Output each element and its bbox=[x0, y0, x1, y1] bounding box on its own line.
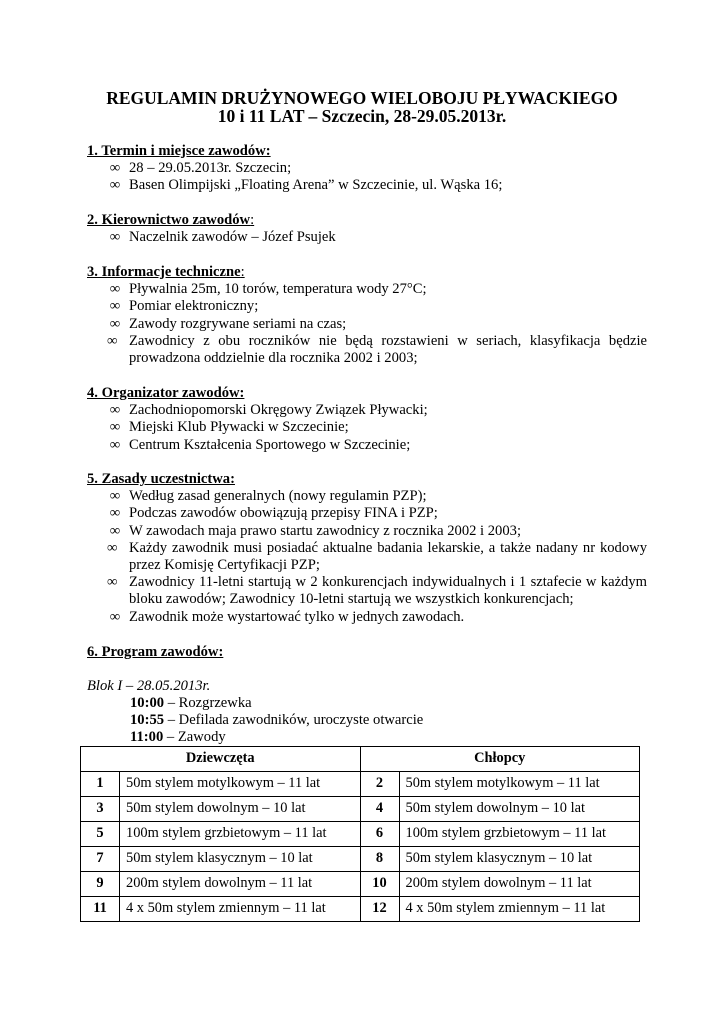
list-item: ∞ 28 – 29.05.2013r. Szczecin; bbox=[87, 160, 647, 177]
infinity-bullet-icon: ∞ bbox=[109, 419, 121, 436]
event-number: 8 bbox=[360, 847, 399, 872]
program-table bbox=[80, 746, 640, 922]
infinity-bullet-icon: ∞ bbox=[107, 539, 118, 556]
section-heading: 2. Kierownictwo zawodów bbox=[87, 212, 251, 228]
section-heading: 1. Termin i miejsce zawodów: bbox=[87, 143, 271, 159]
event-name: 200m stylem dowolnym – 11 lat bbox=[120, 872, 361, 897]
event-name: 50m stylem klasycznym – 10 lat bbox=[120, 847, 361, 872]
schedule-time: 11:00 bbox=[130, 729, 164, 745]
event-number: 7 bbox=[81, 847, 120, 872]
table-row bbox=[81, 797, 640, 822]
list-item: ∞ W zawodach maja prawo startu zawodnicy z rocznika 2002 i 2003; bbox=[87, 523, 647, 540]
list-item: ∞ Zachodniopomorski Okręgowy Związek Pływacki; bbox=[87, 402, 647, 419]
section-heading: 6. Program zawodów: bbox=[87, 644, 224, 660]
list-item: ∞ Pływalnia 25m, 10 torów, temperatura wody 27°C; bbox=[87, 281, 647, 298]
list-item: ∞ Każdy zawodnik musi posiadać aktualne badania lekarskie, a także nadany nr kodowy przez Komisję Certyfikacji PZP; bbox=[107, 539, 647, 574]
schedule-item: 11:00 – Zawody bbox=[130, 729, 226, 745]
event-name: 100m stylem grzbietowym – 11 lat bbox=[120, 822, 361, 847]
section-heading: 3. Informacje techniczne bbox=[87, 264, 241, 280]
infinity-bullet-icon: ∞ bbox=[109, 488, 121, 505]
section-heading: 4. Organizator zawodów: bbox=[87, 385, 245, 401]
list-item: ∞ Pomiar elektroniczny; bbox=[87, 298, 647, 315]
infinity-bullet-icon: ∞ bbox=[109, 608, 121, 625]
event-number: 1 bbox=[81, 772, 120, 797]
event-number: 6 bbox=[360, 822, 399, 847]
column-header-girls: Dziewczęta bbox=[81, 747, 361, 772]
infinity-bullet-icon: ∞ bbox=[107, 332, 118, 349]
infinity-bullet-icon: ∞ bbox=[109, 315, 121, 332]
event-name: 50m stylem motylkowym – 11 lat bbox=[399, 772, 640, 797]
column-header-boys: Chłopcy bbox=[360, 747, 640, 772]
event-name: 50m stylem dowolnym – 10 lat bbox=[120, 797, 361, 822]
event-name: 4 x 50m stylem zmiennym – 11 lat bbox=[120, 897, 361, 922]
bullet-list bbox=[87, 281, 647, 367]
event-number: 2 bbox=[360, 772, 399, 797]
block-label: Blok I – 28.05.2013r. bbox=[87, 678, 211, 694]
infinity-bullet-icon: ∞ bbox=[109, 402, 121, 419]
list-item: ∞ Zawodnik może wystartować tylko w jednych zawodach. bbox=[87, 609, 647, 626]
schedule-time: 10:55 bbox=[130, 712, 165, 728]
list-item: ∞ Naczelnik zawodów – Józef Psujek bbox=[87, 229, 647, 246]
infinity-bullet-icon: ∞ bbox=[109, 436, 121, 453]
infinity-bullet-icon: ∞ bbox=[109, 229, 121, 246]
section-heading: 5. Zasady uczestnictwa: bbox=[87, 471, 235, 487]
event-number: 12 bbox=[360, 897, 399, 922]
document-subtitle: 10 i 11 LAT – Szczecin, 28-29.05.2013r. bbox=[217, 106, 507, 126]
table-row bbox=[81, 872, 640, 897]
list-item: ∞ Podczas zawodów obowiązują przepisy FINA i PZP; bbox=[87, 505, 647, 522]
event-number: 9 bbox=[81, 872, 120, 897]
schedule-time: 10:00 bbox=[130, 695, 165, 711]
event-name: 50m stylem motylkowym – 11 lat bbox=[120, 772, 361, 797]
bullet-list bbox=[87, 160, 647, 194]
section-zasady bbox=[87, 471, 647, 626]
section-informacje: 3. Informacje techniczne: ∞ Pływalnia 25m, 10 torów, temperatura wody 27°C; ∞ Pomiar elektroniczny; ∞ Zawody rozgrywane seriami na czas; ∞ Zawodnicy z obu roczników nie będą rozstawieni w seriach, klasyfikacja będzie prowadzona oddzielnie dla rocznika 2002 i 2003; bbox=[87, 264, 647, 367]
event-name: 50m stylem dowolnym – 10 lat bbox=[399, 797, 640, 822]
section-kierownictwo: 2. Kierownictwo zawodów: ∞ Naczelnik zawodów – Józef Psujek bbox=[87, 212, 647, 246]
table-row bbox=[81, 847, 640, 872]
list-item: ∞ Zawodnicy 11-letni startują w 2 konkurencjach indywidualnych i 1 sztafecie w każdym bloku zawodów; Zawodnicy 10-letni startują we wszystkich konkurencjach; bbox=[107, 574, 647, 608]
bullet-list bbox=[87, 402, 647, 454]
bullet-list bbox=[87, 229, 647, 246]
section-program bbox=[87, 644, 647, 661]
event-number: 10 bbox=[360, 872, 399, 897]
list-item: ∞ Zawodnicy z obu roczników nie będą rozstawieni w seriach, klasyfikacja będzie prowadzona oddzielnie dla rocznika 2002 i 2003; bbox=[107, 332, 647, 367]
event-number: 4 bbox=[360, 797, 399, 822]
event-number: 3 bbox=[81, 797, 120, 822]
infinity-bullet-icon: ∞ bbox=[107, 574, 118, 591]
event-number: 5 bbox=[81, 822, 120, 847]
schedule-item: 10:55 – Defilada zawodników, uroczyste otwarcie bbox=[130, 712, 424, 728]
infinity-bullet-icon: ∞ bbox=[109, 281, 121, 298]
event-name: 100m stylem grzbietowym – 11 lat bbox=[399, 822, 640, 847]
section-termin bbox=[87, 143, 647, 195]
bullet-list bbox=[87, 488, 647, 626]
table-header-row bbox=[81, 747, 640, 772]
list-item: ∞ Według zasad generalnych (nowy regulamin PZP); bbox=[87, 488, 647, 505]
list-item: ∞ Basen Olimpijski „Floating Arena” w Szczecinie, ul. Wąska 16; bbox=[87, 177, 647, 194]
infinity-bullet-icon: ∞ bbox=[109, 298, 121, 315]
table-row bbox=[81, 897, 640, 922]
infinity-bullet-icon: ∞ bbox=[109, 522, 121, 539]
event-name: 4 x 50m stylem zmiennym – 11 lat bbox=[399, 897, 640, 922]
list-item: ∞ Centrum Kształcenia Sportowego w Szczecinie; bbox=[87, 437, 647, 454]
schedule-item: 10:00 – Rozgrzewka bbox=[130, 695, 252, 711]
section-organizator bbox=[87, 385, 647, 454]
event-name: 200m stylem dowolnym – 11 lat bbox=[399, 872, 640, 897]
table-row bbox=[81, 822, 640, 847]
infinity-bullet-icon: ∞ bbox=[109, 160, 121, 177]
document-title: REGULAMIN DRUŻYNOWEGO WIELOBOJU PŁYWACKIEGO bbox=[106, 88, 618, 108]
infinity-bullet-icon: ∞ bbox=[109, 177, 121, 194]
event-name: 50m stylem klasycznym – 10 lat bbox=[399, 847, 640, 872]
list-item: ∞ Miejski Klub Pływacki w Szczecinie; bbox=[87, 419, 647, 436]
table-row bbox=[81, 772, 640, 797]
event-number: 11 bbox=[81, 897, 120, 922]
infinity-bullet-icon: ∞ bbox=[109, 505, 121, 522]
list-item: ∞ Zawody rozgrywane seriami na czas; bbox=[87, 316, 647, 333]
